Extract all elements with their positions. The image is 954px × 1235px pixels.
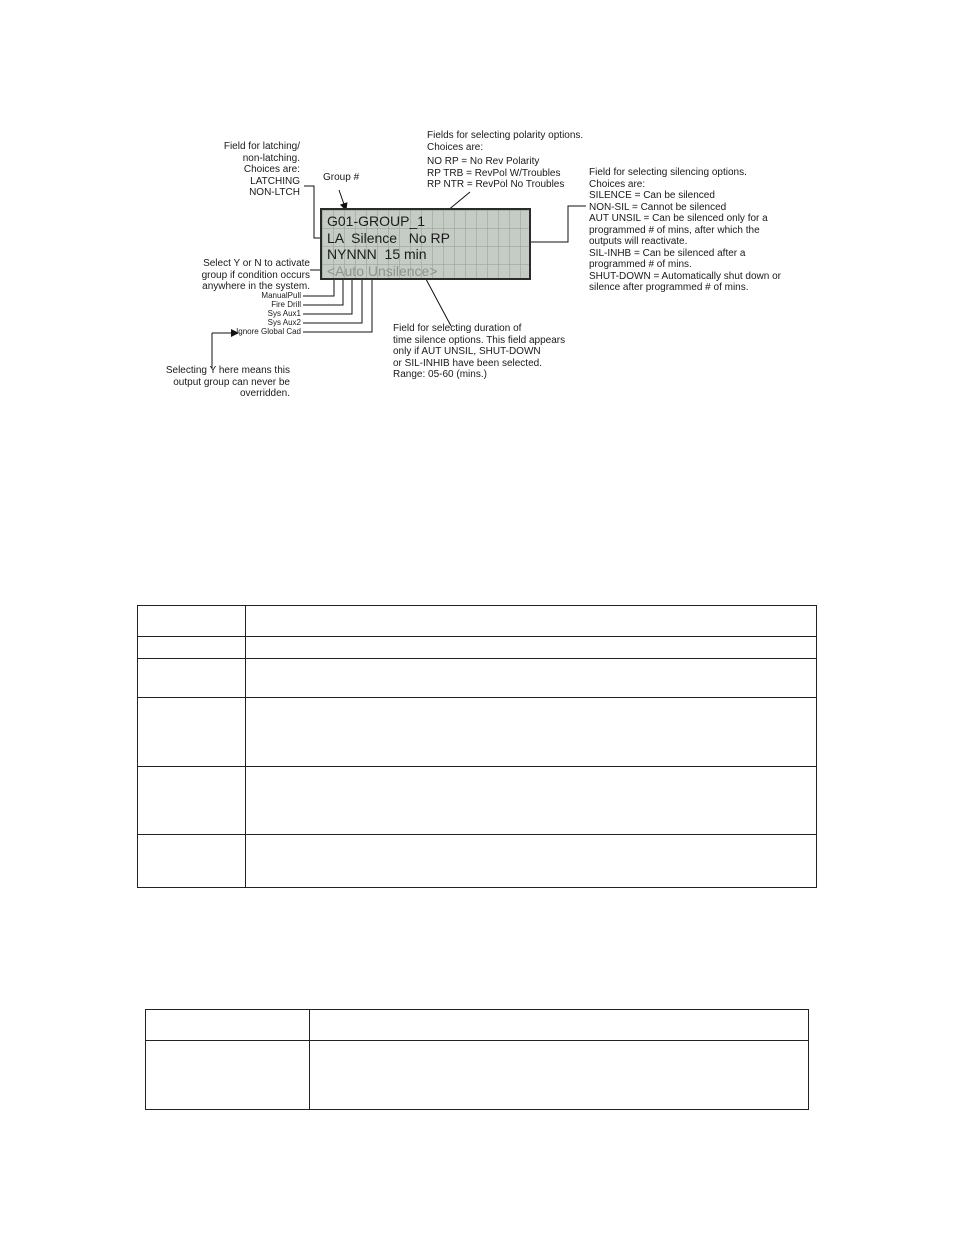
condition-label-sys-aux1: Sys Aux1 xyxy=(267,309,301,318)
condition-label-sys-aux2: Sys Aux2 xyxy=(267,318,301,327)
lcd-line-1: G01-GROUP_1 xyxy=(327,213,426,229)
table-cell xyxy=(246,606,817,637)
table-cell xyxy=(246,767,817,835)
table-cell xyxy=(246,637,817,659)
table-cell xyxy=(146,1010,310,1041)
lcd-annotation-diagram xyxy=(0,0,954,420)
table-row xyxy=(138,767,817,835)
table-cell xyxy=(138,835,246,888)
table-row xyxy=(138,659,817,698)
condition-label-manual-pull: ManualPull xyxy=(261,291,301,300)
silencing-note: Field for selecting silencing options. Choices are: SILENCE = Can be silenced NON-SIL = Cannot be silenced AUT UNSIL = Can be silenced only for a programmed # of mins, after which the outputs will reactivate. SIL-INHB = Can be silenced after a programmed # of mins. SHUT-DOWN = Automatically shut down or silence after programmed # of mins. xyxy=(589,167,782,293)
override-note: Selecting Y here means this output group can never be overridden. xyxy=(165,365,290,399)
table-row xyxy=(138,698,817,767)
table-cell xyxy=(138,698,246,767)
group-number-label: Group # xyxy=(323,172,360,183)
lcd-line-4: <Auto Unsilence> xyxy=(327,263,438,279)
table-cell xyxy=(246,659,817,698)
table-cell xyxy=(138,606,246,637)
table-row xyxy=(146,1010,809,1041)
table-cell xyxy=(246,835,817,888)
table-cell xyxy=(310,1041,809,1110)
table-cell xyxy=(138,659,246,698)
polarity-note: Fields for selecting polarity options. Choices are: NO RP = No Rev Polarity RP TRB = RevPol W/Troubles RP NTR = RevPol No Troubles xyxy=(427,130,584,190)
lcd-line-2: LA Silence No RP xyxy=(327,230,450,246)
table-cell xyxy=(310,1010,809,1041)
table-cell xyxy=(246,698,817,767)
activate-note: Select Y or N to activate group if condition occurs anywhere in the system. xyxy=(201,258,310,292)
table-row xyxy=(138,835,817,888)
options-table-1 xyxy=(137,605,817,888)
table-row xyxy=(138,606,817,637)
table-cell xyxy=(138,637,246,659)
condition-label-fire-drill: Fire Drill xyxy=(271,300,301,309)
table-cell xyxy=(146,1041,310,1110)
options-table-2 xyxy=(145,1009,809,1110)
latching-note: Field for latching/ non-latching. Choices are: LATCHING NON-LTCH xyxy=(223,141,300,198)
duration-note: Field for selecting duration of time silence options. This field appears only if AUT UNSIL, SHUT-DOWN or SIL-INHIB have been selected. Range: 05-60 (mins.) xyxy=(393,323,566,380)
lcd-line-3: NYNNN 15 min xyxy=(327,246,427,262)
table-cell xyxy=(138,767,246,835)
table-row xyxy=(138,637,817,659)
condition-label-ignore-global-cad: Ignore Global Cad xyxy=(236,327,301,336)
lcd-display xyxy=(320,208,531,280)
table-row xyxy=(146,1041,809,1110)
